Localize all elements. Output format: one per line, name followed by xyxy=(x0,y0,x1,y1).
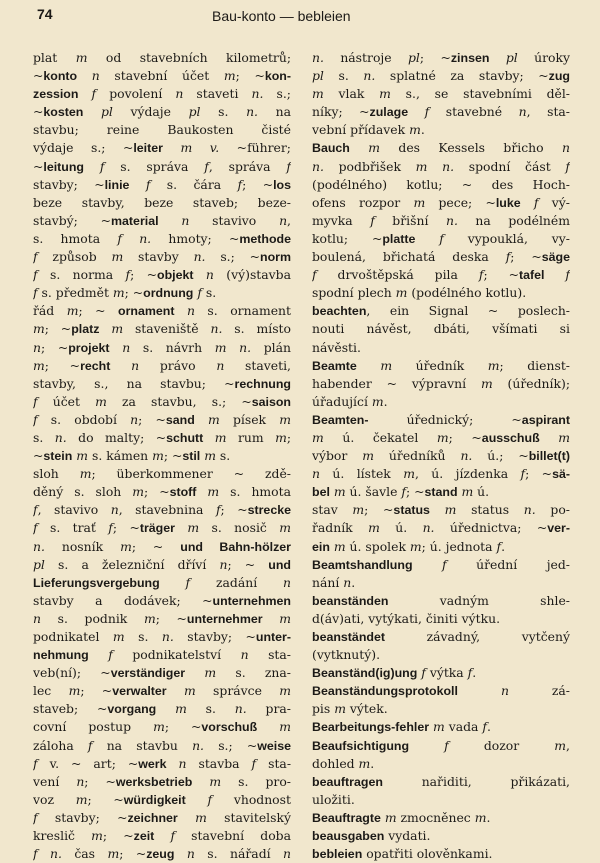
dictionary-line: záloha f na stavbu n. s.; ~weise xyxy=(33,737,291,753)
dictionary-line: f drvoštěpská pila f; ~tafel f xyxy=(312,267,570,283)
dictionary-line: f s. období n; ~sand m písek m xyxy=(33,411,291,427)
dictionary-line: úřadující m. xyxy=(312,393,388,409)
dictionary-line: beanständet závadný, vytčený xyxy=(312,629,570,644)
dictionary-line: výbor m úředníků n. ú.; ~billet(t) xyxy=(312,448,570,464)
dictionary-line: zession f povolení n staveti n. s.; xyxy=(33,86,291,102)
dictionary-line: uložiti. xyxy=(312,791,355,807)
dictionary-line: pl s. n. splatné za stavby; ~zug xyxy=(312,68,570,84)
dictionary-line: f v. ~ art; ~werk n stavba f sta- xyxy=(33,755,291,771)
dictionary-line: m ú. čekatel m; ~ausschuß m xyxy=(312,429,570,445)
dictionary-line: stavby a dodávek; ~unternehmen xyxy=(33,592,291,608)
dictionary-line: (vytknutý). xyxy=(312,647,381,663)
dictionary-line: nání n. xyxy=(312,574,356,590)
dictionary-line: Beamtshandlung f úřední jed- xyxy=(312,556,570,572)
dictionary-line: f účet m za stavbu, s.; ~saison xyxy=(33,393,291,409)
dictionary-line: f, stavivo n, stavebnina f; ~strecke xyxy=(33,502,291,518)
dictionary-line: f s. norma f; ~objekt n (vý)stavba xyxy=(33,267,291,283)
dictionary-line: ofens rozpor m pece; ~luke f vý- xyxy=(312,194,570,210)
dictionary-line: stavbý; ~material n stavivo n, xyxy=(33,212,291,228)
dictionary-line: řadník m ú. n. úřednictva; ~ver- xyxy=(312,520,570,536)
dictionary-line: Beaufsichtigung f dozor m, xyxy=(312,737,570,753)
dictionary-line: m; ~platz m staveniště n. s. místo xyxy=(33,321,291,337)
dictionary-line: vební přídavek m. xyxy=(312,122,425,138)
dictionary-line: f s. předmět m; ~ordnung f s. xyxy=(33,285,217,301)
dictionary-line: n ú. lístek m, ú. jízdenka f; ~sä- xyxy=(312,466,570,482)
running-head: Bau-konto — bebleien xyxy=(212,8,351,24)
dictionary-line: n. nástroje pl; ~zinsen pl úroky xyxy=(312,50,570,65)
dictionary-line: pis m výtek. xyxy=(312,701,388,717)
dictionary-line: n. nosník m; ~ und Bahn-hölzer xyxy=(33,538,291,554)
dictionary-line: staveb; ~vorgang m s. n. pra- xyxy=(33,701,291,717)
dictionary-line: Beanständungsprotokoll n zá- xyxy=(312,683,570,699)
dictionary-line: beze stavby, beze staveb; beze- xyxy=(33,194,291,210)
dictionary-line: myvka f břišní n. na podélném xyxy=(312,212,570,228)
dictionary-line: ~stein m s. kámen m; ~stil m s. xyxy=(33,448,231,464)
dictionary-line: stavby, s., na stavbu; ~rechnung xyxy=(33,375,291,391)
dictionary-line: f n. čas m; ~zeug n s. nářadí n xyxy=(33,846,291,862)
dictionary-line: stavbu; reine Baukosten čisté xyxy=(33,122,291,138)
dictionary-line: sloh m; überkommener ~ zdě- xyxy=(33,466,291,482)
dictionary-line: beauftragen nařiditi, přikázati, xyxy=(312,773,570,789)
dictionary-line: stav m; ~status m status n. po- xyxy=(312,502,570,518)
dictionary-line: dohled m. xyxy=(312,755,375,771)
dictionary-line: boulená, břichatá deska f; ~säge xyxy=(312,249,570,265)
dictionary-line: m vlak m s., se stavebními děl- xyxy=(312,86,570,102)
dictionary-line: bebleien opatřiti olověnkami. xyxy=(312,846,493,862)
dictionary-line: beachten, ein Signal ~ poslech- xyxy=(312,303,570,319)
dictionary-line: beanständen vadným shle- xyxy=(312,592,570,608)
dictionary-line: spodní plech m (podélného kotlu). xyxy=(312,285,527,301)
dictionary-line: níky; ~zulage f stavebné n, sta- xyxy=(312,104,570,120)
dictionary-line: Bauch m des Kessels břicho n xyxy=(312,140,570,156)
dictionary-line: plat m od stavebních kilometrů; xyxy=(33,50,291,65)
dictionary-line: ~konto n stavební účet m; ~kon- xyxy=(33,68,291,84)
dictionary-line: Bearbeitungs-fehler m vada f. xyxy=(312,719,491,735)
dictionary-line: habender ~ výpravní m (úředník); xyxy=(312,375,570,391)
dictionary-line: návěsti. xyxy=(312,339,361,355)
dictionary-line: lec m; ~verwalter m správce m xyxy=(33,683,291,699)
dictionary-line: m; ~recht n právo n staveti, xyxy=(33,357,291,373)
dictionary-line: veb(ní); ~verständiger m s. zna- xyxy=(33,665,291,681)
dictionary-line: Lieferungsvergebung f zadání n xyxy=(33,574,291,590)
dictionary-line: beausgaben vydati. xyxy=(312,828,431,844)
dictionary-line: Beamten- úřednický; ~aspirant xyxy=(312,411,570,427)
dictionary-line: d(áv)ati, vytýkati, činiti výtku. xyxy=(312,610,501,626)
dictionary-line: s. hmota f n. hmoty; ~methode xyxy=(33,230,291,246)
dictionary-line: ~leitung f s. správa f, správa f xyxy=(33,158,291,174)
dictionary-line: stavby; ~linie f s. čára f; ~los xyxy=(33,176,291,192)
dictionary-line: bel m ú. šavle f; ~stand m ú. xyxy=(312,484,490,500)
dictionary-line: voz m; ~würdigkeit f vhodnost xyxy=(33,791,291,807)
dictionary-line: Beanständ(ig)ung f výtka f. xyxy=(312,665,477,681)
dictionary-line: ~kosten pl výdaje pl s. n. na xyxy=(33,104,291,120)
dictionary-line: n. podbřišek m n. spodní část f xyxy=(312,158,570,174)
dictionary-line: kotlu; ~platte f vypouklá, vy- xyxy=(312,230,570,246)
dictionary-line: ein m ú. spolek m; ú. jednota f. xyxy=(312,538,506,554)
dictionary-line: f způsob m stavby n. s.; ~norm xyxy=(33,249,291,265)
right-column xyxy=(312,49,570,863)
dictionary-line: vení n; ~werksbetrieb m s. pro- xyxy=(33,773,291,789)
left-column xyxy=(33,49,291,863)
dictionary-line: (podélného) kotlu; ~ des Hoch- xyxy=(312,176,570,192)
page-number: 74 xyxy=(37,6,53,22)
dictionary-line: s. n. do malty; ~schutt m rum m; xyxy=(33,429,291,445)
dictionary-line: podnikatel m s. n. stavby; ~unter- xyxy=(33,629,291,644)
dictionary-line: kreslič m; ~zeit f stavební doba xyxy=(33,828,291,844)
dictionary-line: covní postup m; ~vorschuß m xyxy=(33,719,291,735)
dictionary-line: nehmung f podnikatelství n sta- xyxy=(33,647,291,663)
dictionary-line: výdaje s.; ~leiter m v. ~führer; xyxy=(33,140,291,156)
dictionary-line: f stavby; ~zeichner m stavitelský xyxy=(33,809,291,825)
dictionary-line: nouti návěst, dbáti, všímati si xyxy=(312,321,570,337)
dictionary-line: řád m; ~ ornament n s. ornament xyxy=(33,303,291,319)
dictionary-line: Beauftragte m zmocněnec m. xyxy=(312,809,491,825)
dictionary-line: děný s. sloh m; ~stoff m s. hmota xyxy=(33,484,291,500)
dictionary-line: n; ~projekt n s. návrh m n. plán xyxy=(33,339,291,355)
dictionary-line: n s. podnik m; ~unternehmer m xyxy=(33,610,291,626)
dictionary-line: Beamte m úředník m; dienst- xyxy=(312,357,570,373)
dictionary-line: f s. trať f; ~träger m s. nosič m xyxy=(33,520,291,536)
dictionary-line: pl s. a železniční dříví n; ~ und xyxy=(33,556,291,572)
